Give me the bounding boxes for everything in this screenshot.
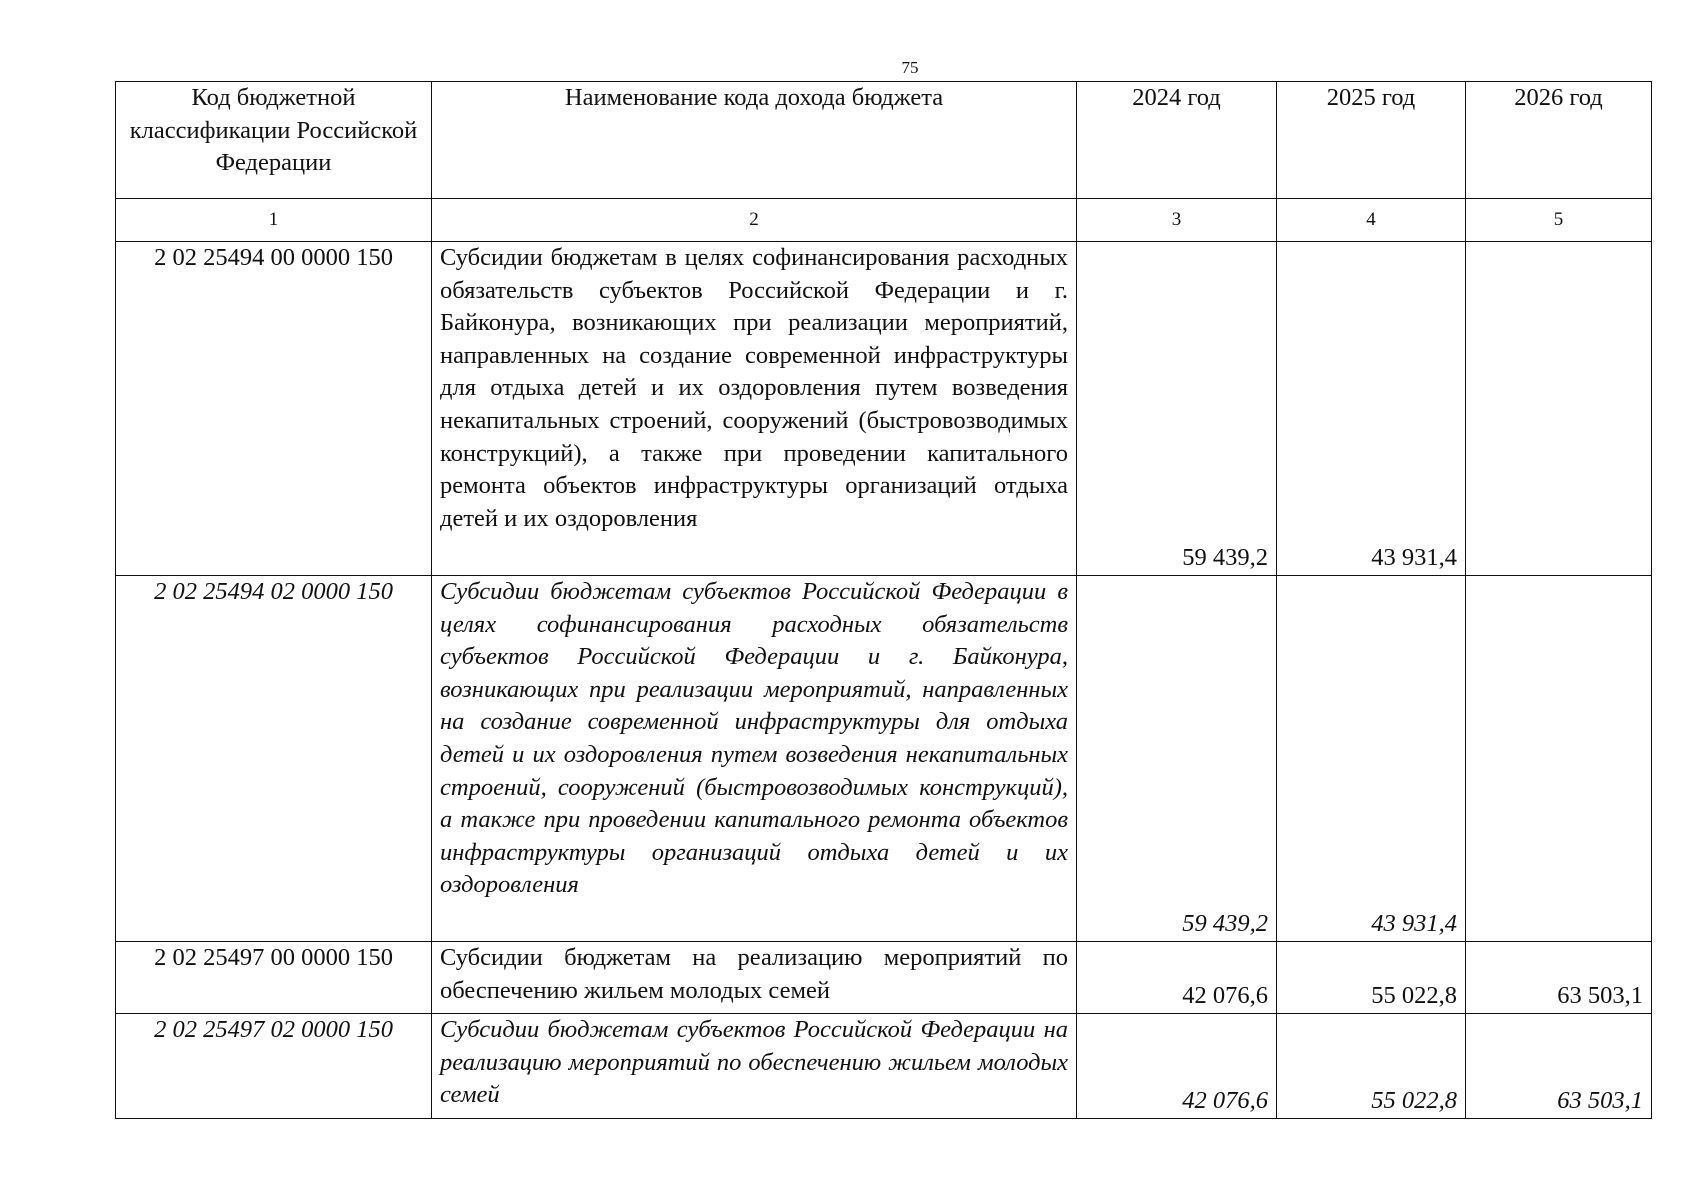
budget-code: 2 02 25497 02 0000 150 <box>116 1014 432 1119</box>
page-number: 75 <box>901 58 919 77</box>
table-row <box>116 942 1652 1014</box>
value-2024: 59 439,2 <box>1077 576 1277 942</box>
column-number: 2 <box>432 199 1077 242</box>
budget-revenue-table <box>115 81 1652 1119</box>
column-number: 1 <box>116 199 432 242</box>
table-header-row <box>116 82 1652 199</box>
value-2024: 59 439,2 <box>1077 242 1277 576</box>
value-2026 <box>1466 242 1652 576</box>
column-number: 4 <box>1277 199 1466 242</box>
revenue-name: Субсидии бюджетам в целях софинансирования расходных обязательств субъектов Российской Федерации и г. Байконура, возникающих при реализации мероприятий, направленных на создание современной инфраструктуры для отдыха детей и их оздоровления путем возведения некапитальных строений, сооружений (быстровозводимых конструкций), а также при проведении капитального ремонта объектов инфраструктуры организаций отдыха детей и их оздоровления <box>432 242 1077 576</box>
budget-code: 2 02 25494 02 0000 150 <box>116 576 432 942</box>
table-row <box>116 1014 1652 1119</box>
header-2024: 2024 год <box>1077 82 1277 199</box>
value-2025: 55 022,8 <box>1277 942 1466 1014</box>
column-number-row <box>116 199 1652 242</box>
header-2026: 2026 год <box>1466 82 1652 199</box>
column-number: 3 <box>1077 199 1277 242</box>
revenue-name: Субсидии бюджетам на реализацию мероприятий по обеспечению жильем молодых семей <box>432 942 1077 1014</box>
header-name: Наименование кода дохода бюджета <box>432 82 1077 199</box>
value-2026 <box>1466 576 1652 942</box>
budget-code: 2 02 25494 00 0000 150 <box>116 242 432 576</box>
header-2025: 2025 год <box>1277 82 1466 199</box>
table-row <box>116 576 1652 942</box>
value-2025: 55 022,8 <box>1277 1014 1466 1119</box>
value-2026: 63 503,1 <box>1466 1014 1652 1119</box>
table-row <box>116 242 1652 576</box>
value-2025: 43 931,4 <box>1277 576 1466 942</box>
revenue-name: Субсидии бюджетам субъектов Российской Федерации в целях софинансирования расходных обязательств субъектов Российской Федерации и г. Байконура, возникающих при реализации мероприятий, направленных на создание современной инфраструктуры для отдыха детей и их оздоровления путем возведения некапитальных строений, сооружений (быстровозводимых конструкций), а также при проведении капитального ремонта объектов инфраструктуры организаций отдыха детей и их оздоровления <box>432 576 1077 942</box>
value-2024: 42 076,6 <box>1077 1014 1277 1119</box>
value-2026: 63 503,1 <box>1466 942 1652 1014</box>
column-number: 5 <box>1466 199 1652 242</box>
header-code: Код бюджетной классификации Российской Федерации <box>116 82 432 199</box>
value-2024: 42 076,6 <box>1077 942 1277 1014</box>
budget-code: 2 02 25497 00 0000 150 <box>116 942 432 1014</box>
value-2025: 43 931,4 <box>1277 242 1466 576</box>
revenue-name: Субсидии бюджетам субъектов Российской Федерации на реализацию мероприятий по обеспечению жильем молодых семей <box>432 1014 1077 1119</box>
